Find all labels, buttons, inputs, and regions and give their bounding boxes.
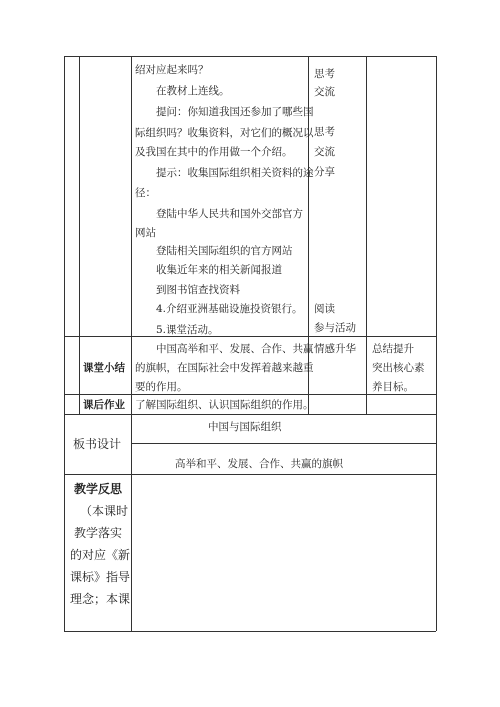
summary-activity: 情感升华 (314, 343, 356, 355)
rule-left-outer (64, 56, 65, 631)
board-design-subtitle: 高举和平、发展、合作、共赢的旗帜 (175, 458, 343, 470)
rule-reflection-top (64, 474, 436, 475)
content-line: 网站 (135, 227, 156, 239)
rule-label-col (131, 56, 132, 631)
rule-right-outer (436, 56, 437, 631)
content-line: 5.课堂活动。 (156, 324, 219, 336)
reflection-label: 教学反思 (74, 482, 123, 496)
content-line: 登陆相关国际组织的官方网站 (156, 245, 293, 257)
content-line: 登陆中华人民共和国外交部官方 (156, 208, 303, 220)
reflection-line: 理念；本课 (70, 592, 131, 606)
board-design-label: 板书设计 (73, 437, 122, 451)
activity-line: 交流 (314, 146, 335, 158)
class-summary-label: 课堂小结 (83, 362, 125, 374)
homework-label: 课后作业 (83, 399, 125, 411)
rule-intent-col (366, 56, 367, 414)
activity-line: 交流 (314, 86, 335, 98)
content-line: 绍对应起来吗？ (135, 64, 209, 76)
reflection-line: 课标》指导 (70, 570, 131, 584)
rule-top (64, 56, 436, 57)
rule-bottom (64, 631, 436, 632)
rule-left-inner (79, 56, 80, 414)
content-line: 收集近年来的相关新闻报道 (156, 264, 282, 276)
summary-line: 中国高举和平、发展、合作、共赢 (156, 343, 314, 355)
board-design-title: 中国与国际组织 (208, 421, 282, 433)
content-line: 4.介绍亚洲基础设施投资银行。 (156, 303, 303, 315)
summary-intent: 总结提升 (372, 343, 414, 355)
summary-intent: 养目标。 (372, 381, 414, 393)
content-line: 在教材上连线。 (156, 85, 230, 97)
activity-line: 思考 (314, 68, 335, 80)
rule-board-top (64, 414, 436, 415)
content-line: 提问：你知道我国还参加了哪些国 (156, 106, 314, 118)
activity-line: 阅读 (314, 303, 335, 315)
reflection-line: 的对应《新 (70, 548, 131, 562)
rule-board-mid (131, 443, 436, 444)
summary-line: 要的作用。 (135, 381, 188, 393)
content-line: 及我国在其中的作用做一个介绍。 (135, 146, 293, 158)
content-line: 际组织吗？收集资料，对它们的概况以 (135, 127, 314, 139)
rule-homework-top (64, 394, 436, 395)
content-line: 提示：收集国际组织相关资料的途 (156, 167, 314, 179)
activity-line: 参与活动 (314, 322, 356, 334)
rule-summary-top (64, 336, 436, 337)
summary-intent: 突出核心素 (372, 362, 425, 374)
activity-line: 分享 (314, 166, 335, 178)
content-line: 到图书馆查找资料 (156, 284, 240, 296)
reflection-line: （本课时 (80, 504, 129, 518)
content-line: 径： (135, 187, 156, 199)
summary-line: 的旗帜，在国际社会中发挥着越来越重 (135, 362, 314, 374)
homework-content: 了解国际组织、认识国际组织的作用。 (135, 399, 314, 411)
activity-line: 思考 (314, 126, 335, 138)
reflection-line: 教学落实 (74, 526, 123, 540)
